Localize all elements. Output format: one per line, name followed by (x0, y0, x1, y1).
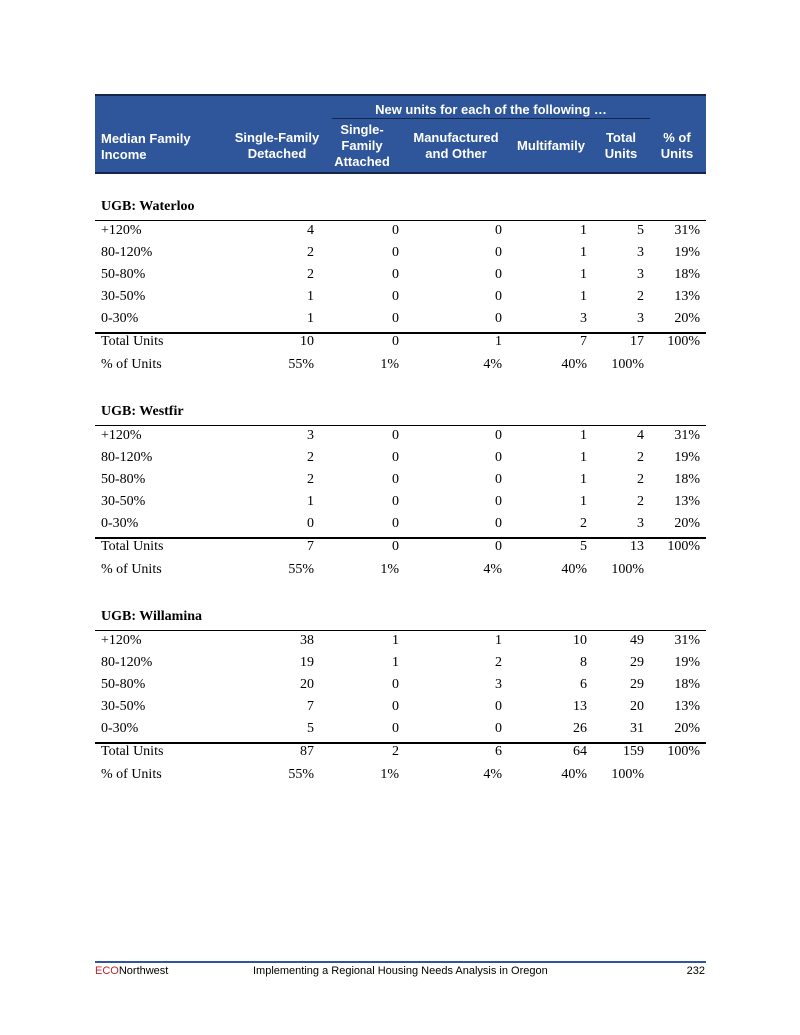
cell-sfd: 2 (307, 245, 314, 260)
cell-mfo: 0 (495, 311, 502, 326)
cell-pct: 13% (674, 699, 700, 714)
cell-sfd: 2 (307, 267, 314, 282)
cell-mf: 13 (573, 699, 587, 714)
header-manufactured-other: Manufactured and Other (413, 130, 499, 161)
cell-sfa: 0 (392, 267, 399, 282)
row-label: 30-50% (101, 699, 146, 714)
cell-sfa: 0 (392, 539, 399, 554)
cell-total: 2 (637, 289, 644, 304)
cell-sfd: 55% (288, 767, 314, 782)
row-label: 50-80% (101, 677, 146, 692)
section-waterloo (95, 196, 706, 386)
footer-brand-rest: Northwest (118, 965, 169, 977)
footer-rule (95, 961, 706, 963)
total-row (95, 741, 706, 763)
footer-title: Implementing a Regional Housing Needs Analysis in Oregon (253, 965, 548, 977)
table-row (95, 696, 706, 718)
cell-mfo: 0 (495, 539, 502, 554)
cell-total: 20 (630, 699, 644, 714)
cell-sfa: 0 (392, 472, 399, 487)
footer-brand (95, 965, 168, 977)
cell-sfd: 7 (307, 539, 314, 554)
cell-mfo: 0 (495, 494, 502, 509)
row-label: 30-50% (101, 494, 146, 509)
cell-total: 4 (637, 428, 644, 443)
cell-mfo: 0 (495, 699, 502, 714)
row-label: 0-30% (101, 721, 139, 736)
table-row (95, 469, 706, 491)
cell-mf: 1 (580, 428, 587, 443)
cell-mfo: 4% (483, 767, 502, 782)
cell-sfa: 0 (392, 289, 399, 304)
cell-sfa: 1% (380, 767, 399, 782)
cell-sfd: 7 (307, 699, 314, 714)
cell-pct: 31% (674, 223, 700, 238)
cell-mfo: 4% (483, 562, 502, 577)
cell-pct: 18% (674, 677, 700, 692)
cell-total: 3 (637, 245, 644, 260)
cell-mfo: 0 (495, 472, 502, 487)
cell-total: 3 (637, 516, 644, 531)
pct-row (95, 354, 706, 376)
table-row (95, 286, 706, 308)
table-row (95, 674, 706, 696)
cell-mf: 40% (561, 357, 587, 372)
row-label: 0-30% (101, 516, 139, 531)
cell-mf: 26 (573, 721, 587, 736)
cell-mf: 1 (580, 223, 587, 238)
row-label: % of Units (101, 767, 162, 782)
cell-sfa: 0 (392, 721, 399, 736)
table-row (95, 652, 706, 674)
header-multifamily: Multifamily (517, 138, 585, 153)
cell-pct: 20% (674, 516, 700, 531)
cell-mf: 1 (580, 472, 587, 487)
cell-total: 159 (623, 744, 644, 759)
cell-sfa: 0 (392, 450, 399, 465)
cell-mfo: 0 (495, 245, 502, 260)
cell-mf: 1 (580, 267, 587, 282)
table-row (95, 447, 706, 469)
cell-mfo: 6 (495, 744, 502, 759)
cell-sfd: 20 (300, 677, 314, 692)
cell-total: 3 (637, 267, 644, 282)
cell-total: 3 (637, 311, 644, 326)
cell-mfo: 0 (495, 289, 502, 304)
cell-pct: 100% (667, 744, 700, 759)
cell-mfo: 1 (495, 633, 502, 648)
header-median-income: Median Family Income (101, 131, 191, 162)
cell-mfo: 0 (495, 428, 502, 443)
cell-total: 2 (637, 494, 644, 509)
cell-mfo: 0 (495, 450, 502, 465)
cell-mf: 6 (580, 677, 587, 692)
cell-total: 100% (611, 767, 644, 782)
cell-sfa: 0 (392, 311, 399, 326)
cell-sfd: 1 (307, 311, 314, 326)
section-title: UGB: Westfir (101, 404, 184, 419)
footer-brand-econ: ECO (95, 965, 119, 977)
cell-pct: 19% (674, 245, 700, 260)
cell-sfd: 2 (307, 472, 314, 487)
header-single-family-detached: Single-Family Detached (234, 130, 320, 161)
cell-mf: 3 (580, 311, 587, 326)
cell-sfa: 0 (392, 516, 399, 531)
total-row (95, 536, 706, 558)
cell-pct: 100% (667, 539, 700, 554)
row-label: Total Units (101, 539, 164, 554)
cell-sfa: 1% (380, 357, 399, 372)
header-single-family-attached: Single-Family Attached (334, 122, 390, 169)
cell-mf: 64 (573, 744, 587, 759)
cell-pct: 20% (674, 311, 700, 326)
cell-mfo: 2 (495, 655, 502, 670)
cell-sfa: 1% (380, 562, 399, 577)
cell-mf: 5 (580, 539, 587, 554)
row-label: +120% (101, 428, 142, 443)
cell-sfa: 1 (392, 655, 399, 670)
cell-mf: 8 (580, 655, 587, 670)
cell-sfd: 10 (300, 334, 314, 349)
cell-mf: 1 (580, 289, 587, 304)
cell-sfd: 1 (307, 289, 314, 304)
table-row (95, 513, 706, 535)
total-row (95, 331, 706, 353)
cell-mf: 1 (580, 245, 587, 260)
cell-total: 2 (637, 472, 644, 487)
cell-sfd: 55% (288, 562, 314, 577)
pct-row (95, 764, 706, 786)
cell-pct: 19% (674, 450, 700, 465)
cell-sfd: 38 (300, 633, 314, 648)
row-label: Total Units (101, 744, 164, 759)
cell-pct: 13% (674, 494, 700, 509)
cell-sfa: 0 (392, 334, 399, 349)
cell-mfo: 0 (495, 267, 502, 282)
header-pct-units: % of Units (660, 130, 694, 161)
row-label: Total Units (101, 334, 164, 349)
cell-pct: 20% (674, 721, 700, 736)
row-label: 80-120% (101, 245, 153, 260)
cell-sfd: 3 (307, 428, 314, 443)
cell-sfa: 0 (392, 245, 399, 260)
row-label: 30-50% (101, 289, 146, 304)
cell-sfa: 0 (392, 699, 399, 714)
row-label: 50-80% (101, 267, 146, 282)
cell-total: 100% (611, 357, 644, 372)
table-header (95, 94, 706, 174)
cell-pct: 18% (674, 472, 700, 487)
cell-sfd: 55% (288, 357, 314, 372)
cell-sfa: 2 (392, 744, 399, 759)
section-westfir (95, 401, 706, 591)
cell-sfd: 5 (307, 721, 314, 736)
cell-sfd: 1 (307, 494, 314, 509)
cell-mf: 10 (573, 633, 587, 648)
table-row (95, 308, 706, 330)
cell-sfa: 0 (392, 677, 399, 692)
cell-mfo: 4% (483, 357, 502, 372)
cell-pct: 31% (674, 428, 700, 443)
row-label: % of Units (101, 357, 162, 372)
row-label: 50-80% (101, 472, 146, 487)
row-label: 80-120% (101, 655, 153, 670)
cell-total: 17 (630, 334, 644, 349)
cell-total: 2 (637, 450, 644, 465)
cell-mf: 40% (561, 767, 587, 782)
row-label: 80-120% (101, 450, 153, 465)
cell-pct: 18% (674, 267, 700, 282)
pct-row (95, 559, 706, 581)
cell-total: 13 (630, 539, 644, 554)
cell-total: 49 (630, 633, 644, 648)
cell-sfa: 0 (392, 428, 399, 443)
table-row (95, 220, 706, 242)
cell-sfd: 19 (300, 655, 314, 670)
table-row (95, 491, 706, 513)
cell-mfo: 0 (495, 721, 502, 736)
cell-mf: 1 (580, 450, 587, 465)
table-row (95, 718, 706, 740)
cell-total: 29 (630, 655, 644, 670)
header-total-units: Total Units (604, 130, 638, 161)
cell-sfd: 2 (307, 450, 314, 465)
row-label: +120% (101, 223, 142, 238)
column-group-label: New units for each of the following … (375, 102, 607, 117)
cell-sfd: 0 (307, 516, 314, 531)
section-title: UGB: Willamina (101, 609, 203, 624)
cell-mfo: 0 (495, 223, 502, 238)
cell-sfd: 4 (307, 223, 314, 238)
cell-pct: 31% (674, 633, 700, 648)
cell-sfd: 87 (300, 744, 314, 759)
cell-mfo: 3 (495, 677, 502, 692)
cell-mf: 40% (561, 562, 587, 577)
table-row (95, 425, 706, 447)
cell-mfo: 1 (495, 334, 502, 349)
column-group-underline (332, 118, 650, 119)
row-label: +120% (101, 633, 142, 648)
cell-total: 29 (630, 677, 644, 692)
cell-sfa: 1 (392, 633, 399, 648)
page-number: 232 (686, 965, 705, 977)
section-title: UGB: Waterloo (101, 199, 195, 214)
table-row (95, 242, 706, 264)
cell-total: 5 (637, 223, 644, 238)
cell-mfo: 0 (495, 516, 502, 531)
cell-total: 100% (611, 562, 644, 577)
row-label: % of Units (101, 562, 162, 577)
cell-mf: 7 (580, 334, 587, 349)
cell-mf: 2 (580, 516, 587, 531)
cell-total: 31 (630, 721, 644, 736)
cell-sfa: 0 (392, 494, 399, 509)
section-willamina (95, 606, 706, 796)
table-row (95, 630, 706, 652)
cell-pct: 13% (674, 289, 700, 304)
cell-pct: 19% (674, 655, 700, 670)
cell-mf: 1 (580, 494, 587, 509)
cell-pct: 100% (667, 334, 700, 349)
cell-sfa: 0 (392, 223, 399, 238)
row-label: 0-30% (101, 311, 139, 326)
table-row (95, 264, 706, 286)
